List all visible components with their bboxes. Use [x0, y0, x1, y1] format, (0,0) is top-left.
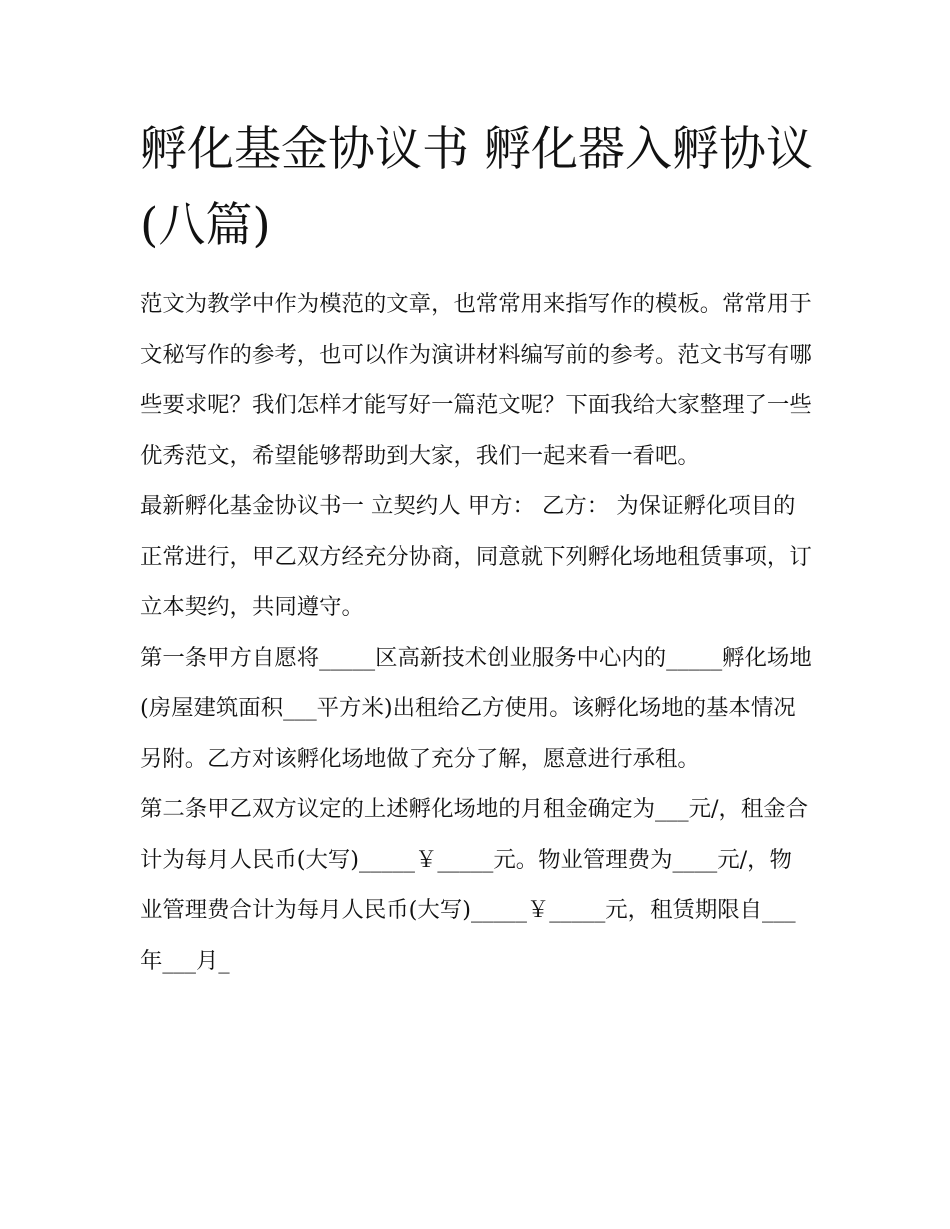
- paragraph-intro: 范文为教学中作为模范的文章，也常常用来指写作的模板。常常用于文秘写作的参考，也可以作为演讲材料编写前的参考。范文书写有哪些要求呢？我们怎样才能写好一篇范文呢？下面我给大家整理了一些优秀范文，希望能够帮助到大家，我们一起来看一看吧。: [140, 291, 812, 469]
- document-body: [140, 279, 812, 986]
- paragraph-article-one: 第一条甲方自愿将_____区高新技术创业服务中心内的_____孵化场地(房屋建筑面积___平方米)出租给乙方使用。该孵化场地的基本情况另附。乙方对该孵化场地做了充分了解，愿意进行承租。: [140, 644, 812, 772]
- document-title: 孵化基金协议书 孵化器入孵协议(八篇): [140, 122, 813, 253]
- paragraph-contract-parties: 最新孵化基金协议书一 立契约人 甲方： 乙方： 为保证孵化项目的正常进行，甲乙双方经充分协商，同意就下列孵化场地租赁事项，订立本契约，共同遵守。: [140, 493, 812, 620]
- paragraph-article-two: 第二条甲乙双方议定的上述孵化场地的月租金确定为___元/，租金合计为每月人民币(大写)_____￥_____元。物业管理费为____元/，物业管理费合计为每月人民币(大写)_____￥_____元，租赁期限自___年___月_: [140, 796, 809, 974]
